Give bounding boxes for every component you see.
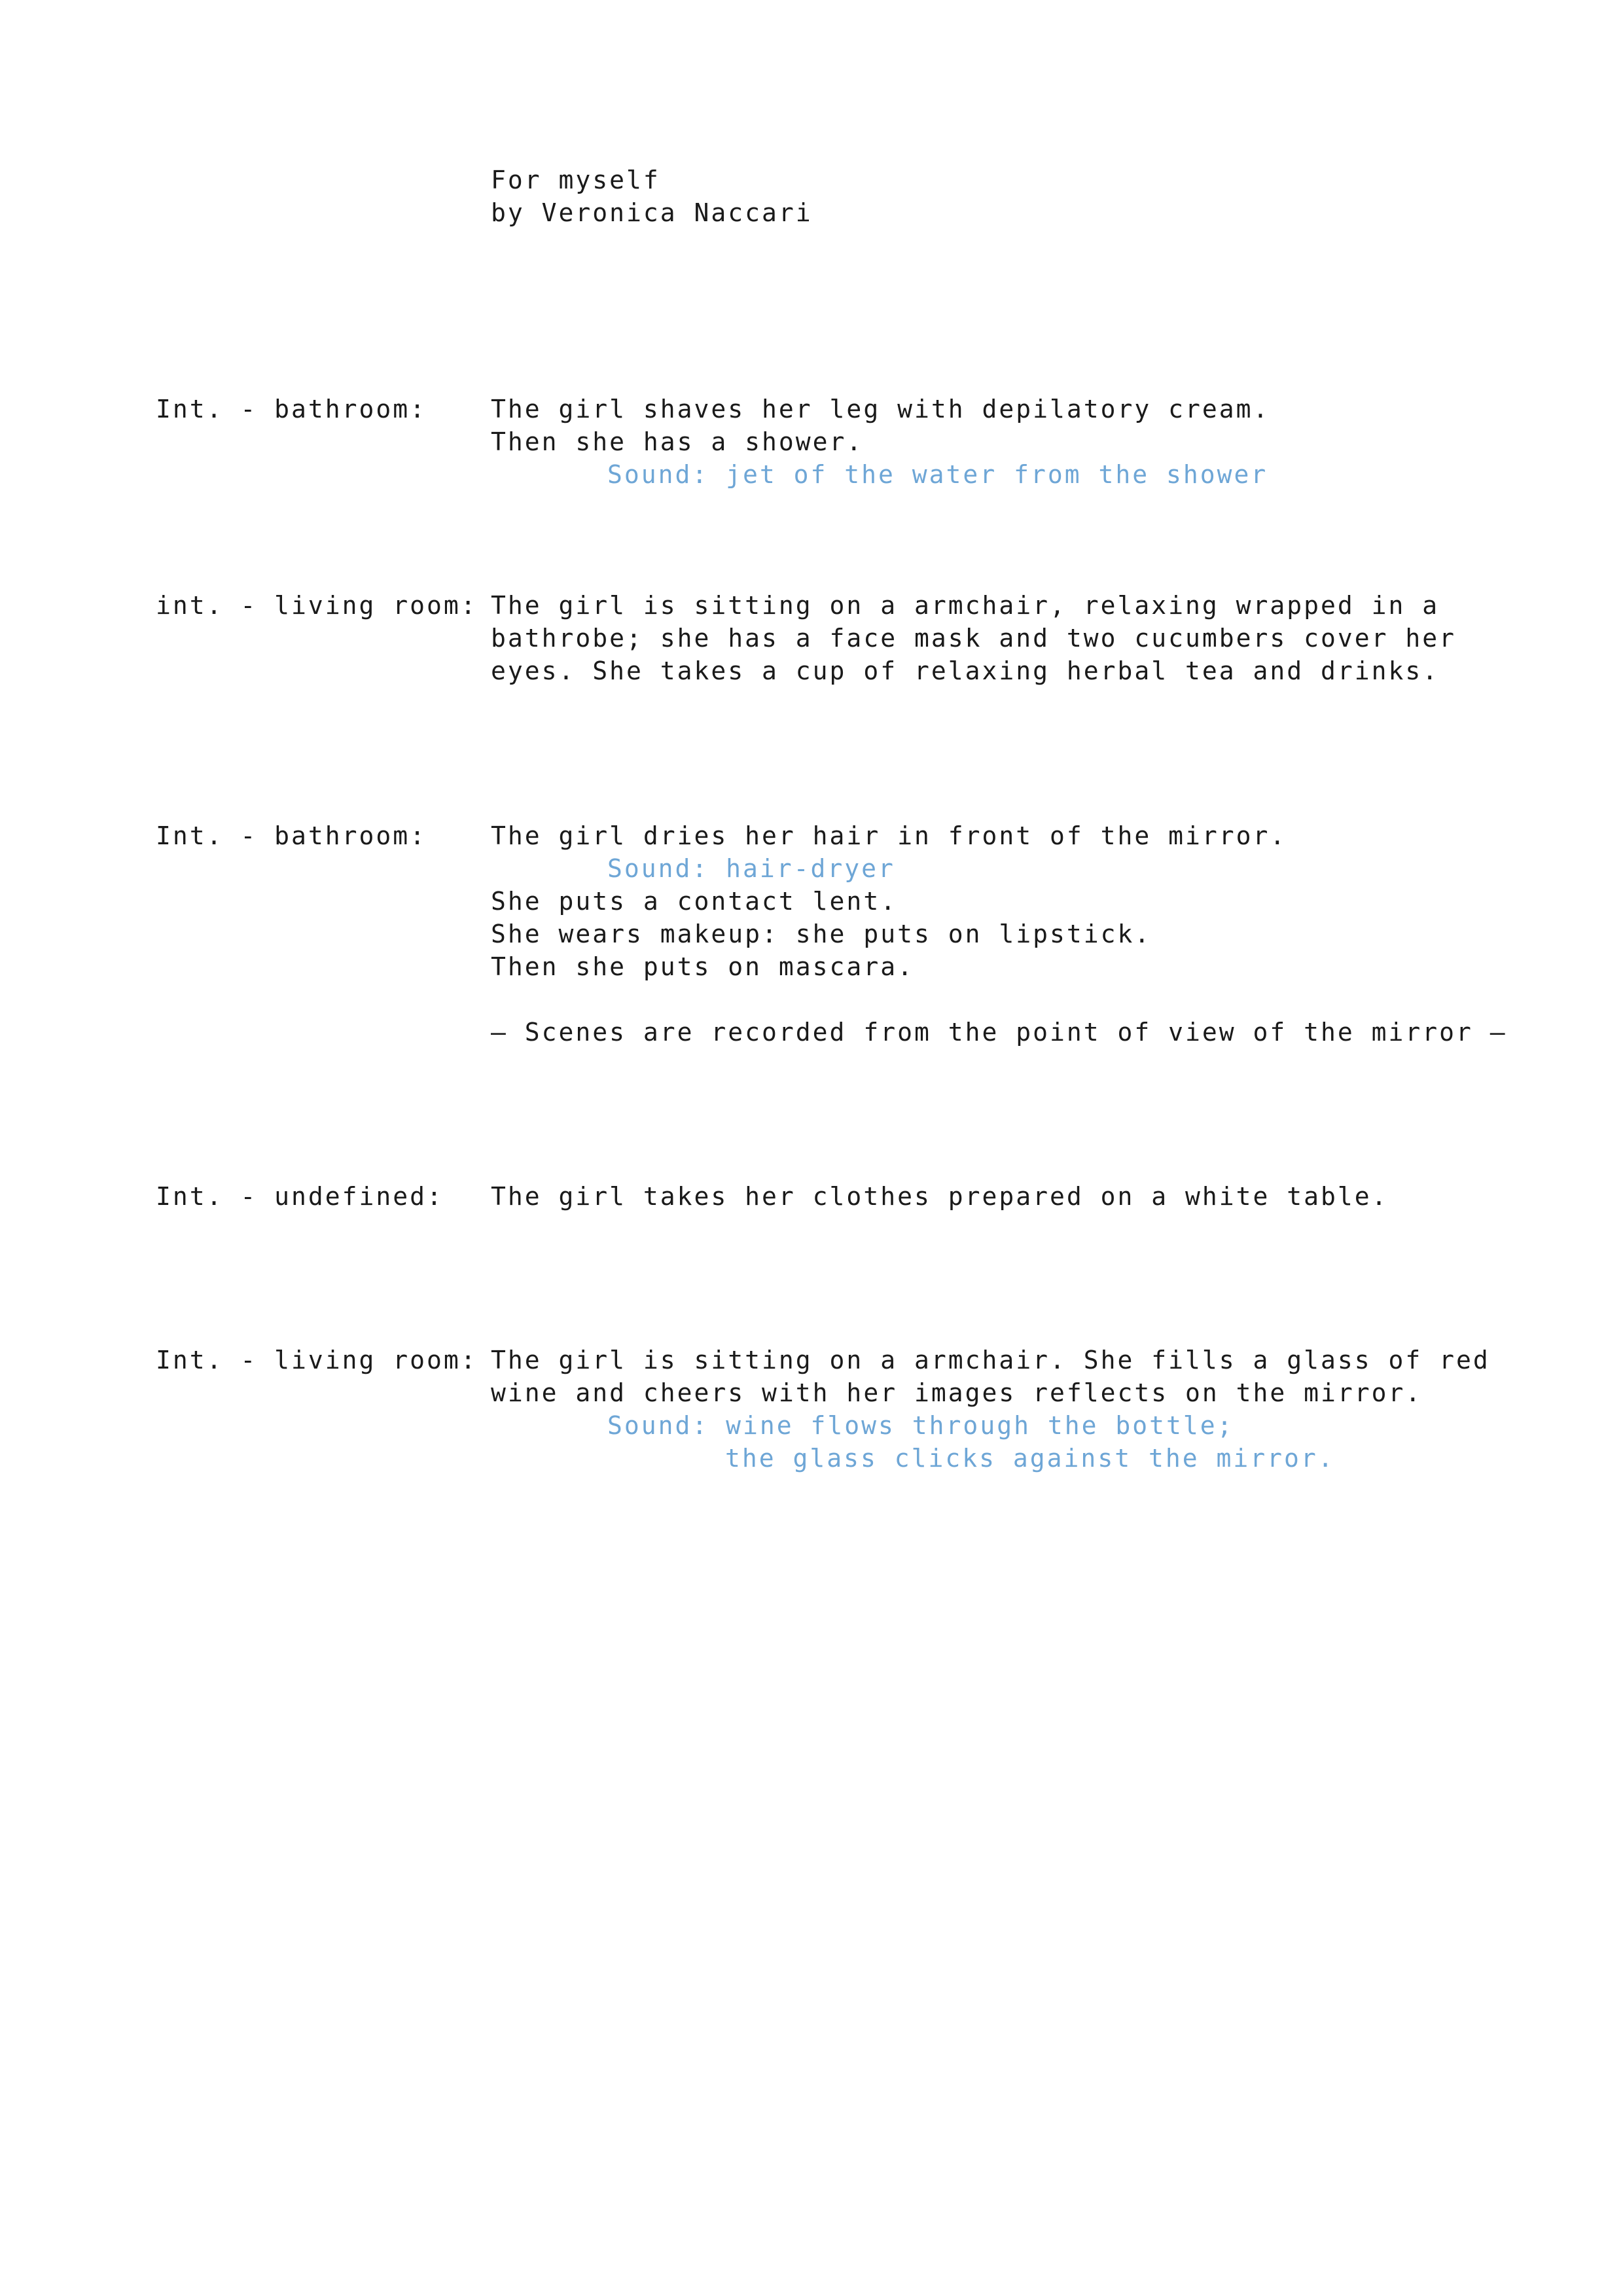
scene-5-sound-1: Sound: wine flows through the bottle; [607, 1411, 1234, 1440]
scene-3-line-4: Then she puts on mascara. [491, 952, 914, 981]
scene-1-line-1: The girl shaves her leg with depilatory cream. [491, 395, 1270, 423]
scene-3-note: – Scenes are recorded from the point of view of the mirror – [491, 1018, 1507, 1047]
scene-5-location: Int. - living room: [156, 1346, 478, 1374]
document-author: by Veronica Naccari [491, 198, 813, 227]
scene-5-line-1: The girl is sitting on a armchair. She fills a glass of red [491, 1346, 1490, 1374]
scene-1-sound: Sound: jet of the water from the shower [607, 460, 1268, 489]
scene-4-line-1: The girl takes her clothes prepared on a white table. [491, 1182, 1389, 1211]
scene-2-line-1: The girl is sitting on a armchair, relaxing wrapped in a [491, 591, 1440, 620]
document-title: For myself [491, 166, 660, 194]
scene-2-line-2: bathrobe; she has a face mask and two cucumbers cover her [491, 624, 1457, 653]
scene-4-location: Int. - undefined: [156, 1182, 444, 1211]
scene-1-location: Int. - bathroom: [156, 395, 427, 423]
scene-3-sound: Sound: hair-dryer [607, 854, 895, 883]
scene-2-line-3: eyes. She takes a cup of relaxing herbal tea and drinks. [491, 656, 1440, 685]
scene-3-line-2: She puts a contact lent. [491, 887, 898, 916]
scene-3-location: Int. - bathroom: [156, 821, 427, 850]
scene-1-line-2: Then she has a shower. [491, 427, 864, 456]
scene-5-line-2: wine and cheers with her images reflects on the mirror. [491, 1378, 1423, 1407]
scene-3-line-1: The girl dries her hair in front of the mirror. [491, 821, 1287, 850]
scene-2-location: int. - living room: [156, 591, 478, 620]
scene-3-line-3: She wears makeup: she puts on lipstick. [491, 920, 1152, 948]
scene-5-sound-2: the glass clicks against the mirror. [725, 1444, 1335, 1473]
